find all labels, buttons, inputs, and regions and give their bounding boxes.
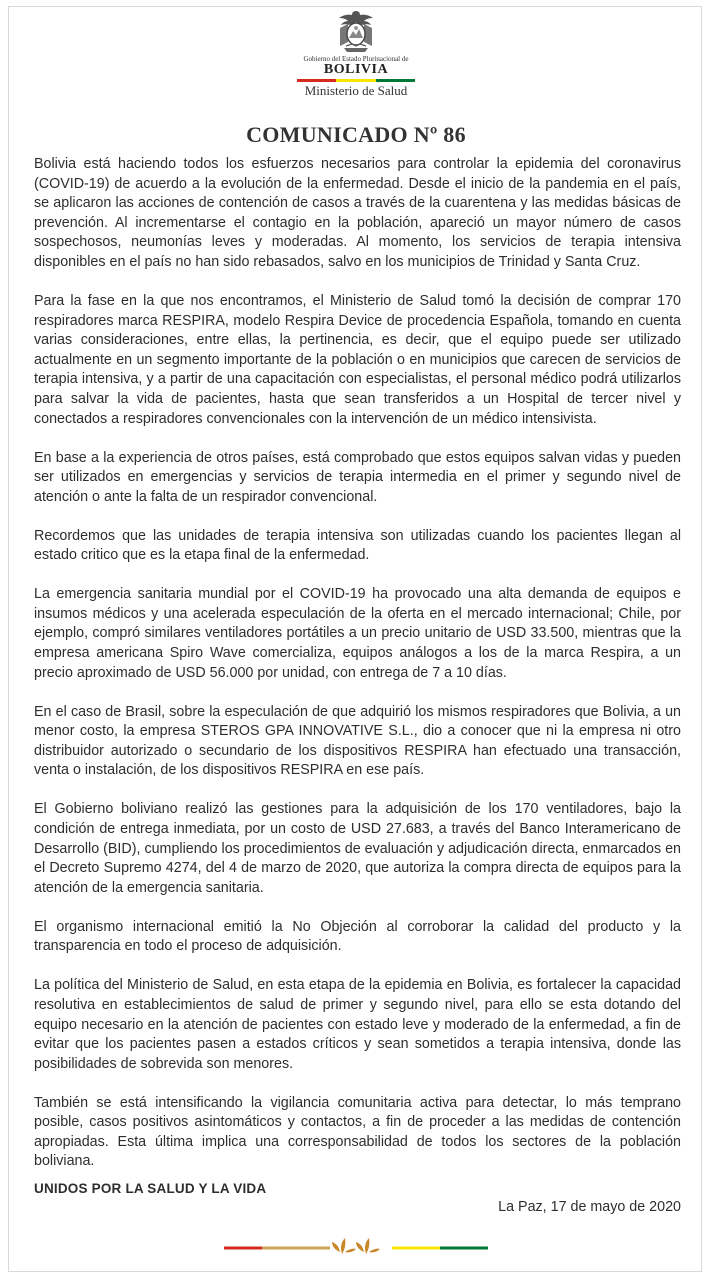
flag-red-stripe [297, 79, 336, 82]
country-name: BOLIVIA [323, 62, 389, 77]
paragraph: El organismo internacional emitió la No Objeción al corroborar la calidad del producto y la transparencia en todo el proceso de adquisición. [34, 918, 681, 955]
flag-color-bar [297, 79, 415, 82]
coat-of-arms-seal [334, 8, 378, 54]
letterhead [0, 8, 712, 98]
government-line: Gobierno del Estado Plurinacional de [303, 55, 409, 63]
paragraph: En base a la experiencia de otros países, está comprobado que estos equipos salvan vidas y pueden ser utilizados en emergencias y servicios de terapia intermedia en el primer y segundo nivel de atención o ante la falta de un respirador convencional. [34, 449, 681, 505]
closing-slogan: UNIDOS POR LA SALUD Y LA VIDA [34, 1181, 267, 1196]
paragraph: La emergencia sanitaria mundial por el COVID-19 ha provocado una alta demanda de equipos e insumos médicos y una acelerada especulación de la oferta en el mercado internacional; Chile, por ejemplo, compró similares ventiladores portátiles a un precio unitario de USD 33.500, mientras que la empresa americana Spiro Wave comercializa, equipos análogos a los de la marca Respira, a un precio aproximado de USD 56.000 por unidad, con entrega de 7 a 10 días. [34, 586, 681, 681]
paragraph: Recordemos que las unidades de terapia intensiva son utilizadas cuando los pacientes llegan al estado critico que es la etapa final de la enfermedad. [34, 527, 681, 564]
wheat-ornament-icon [332, 1238, 380, 1254]
communique-body [34, 155, 681, 1191]
paragraph: Para la fase en la que nos encontramos, el Ministerio de Salud tomó la decisión de comprar 170 respiradores marca RESPIRA, modelo Respira Device de procedencia Española, tomando en cuenta varias consideraciones, entre ellas, la pertinencia, es decir, que el equipo puede ser utilizado actualmente en un segmento importante de la población o en municipios que carecen de servicios de terapia intensiva, y a partir de una capacitación con especialistas, el personal médico podrá utilizarlos para salvar la vida de pacientes, hasta que sean transferidos a un Hospital de tercer nivel y conectados a respiradores convencionales con la intervención de un médico intensivista. [34, 292, 681, 427]
paragraph: Bolivia está haciendo todos los esfuerzos necesarios para controlar la epidemia del coronavirus (COVID-19) de acuerdo a la evolución de la enfermedad. Desde el inicio de la pandemia en el país, se aplicaron las acciones de contención de casos a través de la cuarentena y las medidas básicas de prevención. Al incrementarse el contagio en la población, apareció un mayor número de casos sospechosos, neumonías leves y moderadas. Al momento, los servicios de terapia intensiva disponibles en el país no han sido rebasados, salvo en los municipios de Trinidad y Santa Cruz. [34, 156, 681, 270]
paragraph: El Gobierno boliviano realizó las gestiones para la adquisición de los 170 ventiladores, bajo la condición de entrega inmediata, por un costo de USD 27.683, a través del Banco Interamericano de Desarrollo (BID), cumpliendo los procedimientos de evaluación y adjudicación directa, enmarcados en el Decreto Supremo 4274, del 4 de marzo de 2020, que autoriza la compra directa de equipos para la atención de la emergencia sanitaria. [34, 801, 681, 896]
footer-ornament [0, 1232, 712, 1262]
flag-yellow-stripe [336, 79, 375, 82]
paragraph: La política del Ministerio de Salud, en esta etapa de la epidemia en Bolivia, es fortalecer la capacidad resolutiva en establecimientos de salud de primer y segundo nivel, para ello se esta dotando del equipo necesario en la atención de pacientes con estado leve y moderado de la enfermedad, a fin de evitar que los pacientes pasen a estados críticos y sean sometidos a terapia intensiva, donde las posibilidades de sobrevida son menores. [34, 977, 681, 1072]
communique-title: COMUNICADO Nº 86 [246, 122, 466, 147]
paragraph: También se está intensificando la vigilancia comunitaria activa para detectar, lo más temprano posible, casos positivos asintomáticos y contactos, a fin de proceder a las medidas de contención apropiadas. Esta última implica una corresponsabilidad de todos los sectores de la población boliviana. [34, 1094, 681, 1170]
ministry-name: Ministerio de Salud [304, 83, 408, 98]
issue-date: La Paz, 17 de mayo de 2020 [498, 1199, 681, 1215]
paragraph: En el caso de Brasil, sobre la especulación de que adquirió los mismos respiradores que Bolivia, a un menor costo, la empresa STEROS GPA INNOVATIVE S.L., dio a conocer que ni la empresa ni otro distribuidor autorizado o secundario de los dispositivos RESPIRA han efectuado una transacción, venta o instalación, de los dispositivos RESPIRA en ese país. [34, 703, 681, 779]
flag-green-stripe [376, 79, 415, 82]
